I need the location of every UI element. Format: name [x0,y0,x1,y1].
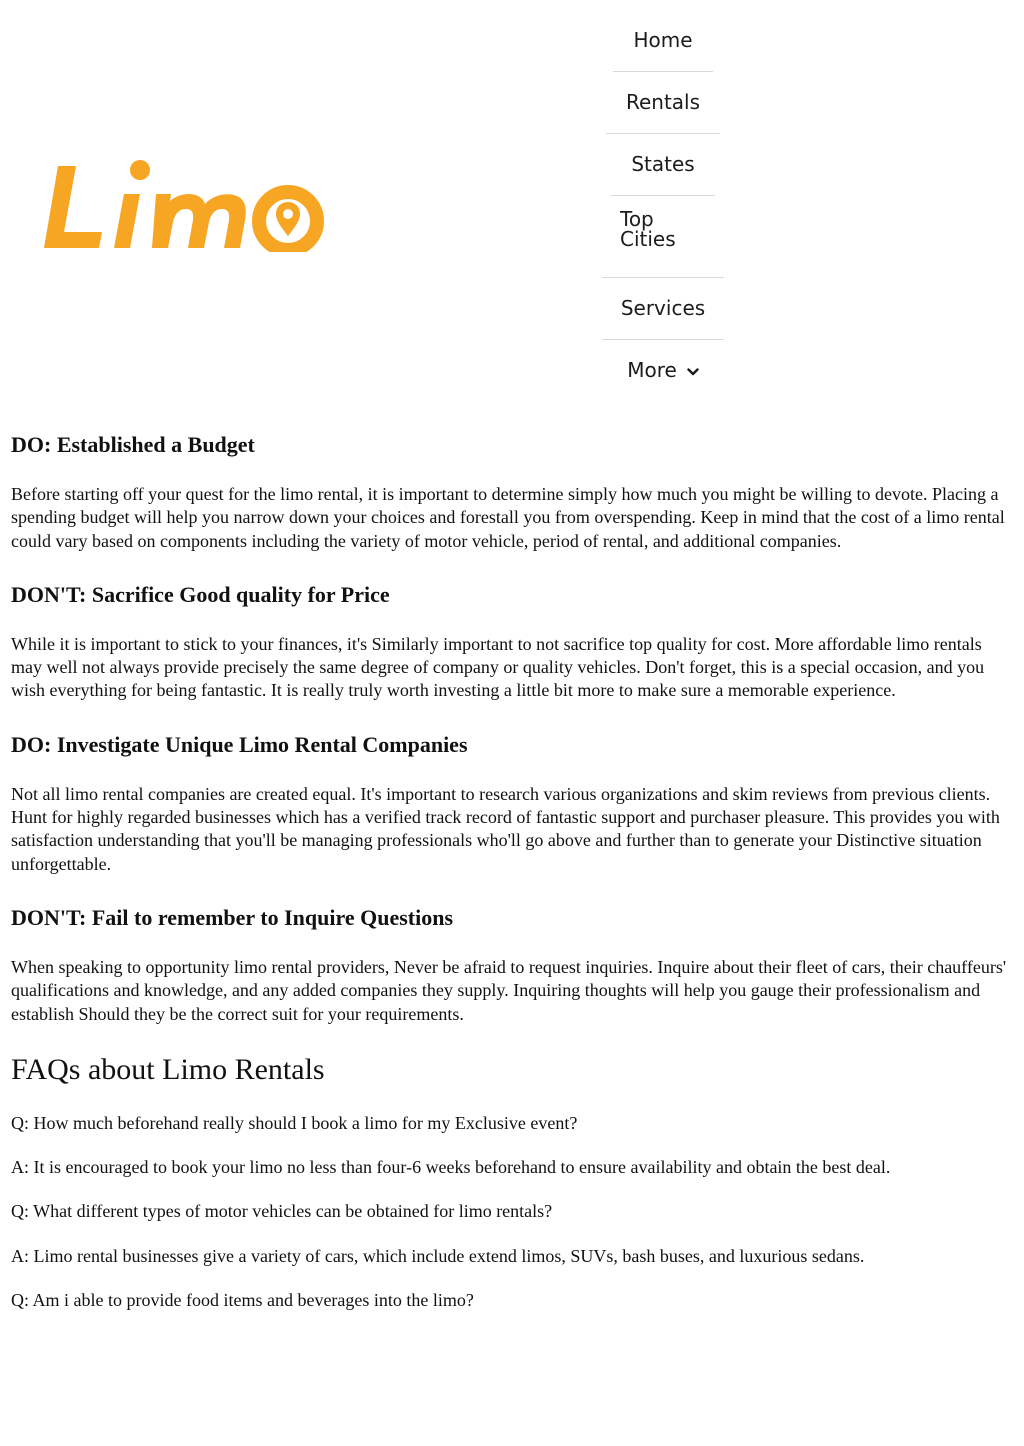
section-heading: DON'T: Fail to remember to Inquire Questions [11,904,454,930]
nav-item-services[interactable] [598,278,728,339]
site-header [0,0,1024,400]
faq-section [11,1050,1013,1312]
main-nav [598,10,728,401]
article-section [11,728,1013,876]
nav-label-cities: Cities [620,227,676,251]
faq-answer: A: It is encouraged to book your limo no less than four-6 weeks beforehand to ensure availability and obtain the best deal. [11,1157,891,1178]
nav-item-states[interactable] [598,134,728,195]
nav-label-services: Services [620,296,706,320]
article-section [11,901,1013,1026]
limo-logo-icon [44,158,326,252]
section-paragraph: While it is important to stick to your finances, it's Similarly important to not sacrifice top quality for cost. More affordable limo rentals may well not always provide precisely the same degree of company or quality vehicles. Don't forget, this is a special occasion, and you wish everything for being fantastic. It is really truly worth investing a little bit more to make sure a memorable experience. [11,633,985,701]
nav-item-home[interactable] [598,10,728,71]
nav-item-rentals[interactable] [598,72,728,133]
faq-title: FAQs about Limo Rentals [11,1052,325,1086]
nav-label-states: States [631,152,695,176]
section-heading: DO: Investigate Unique Limo Rental Companies [11,731,468,757]
article-section [11,428,1013,553]
faq-answer: A: Limo rental businesses give a variety of cars, which include extend limos, SUVs, bash buses, and luxurious sedans. [11,1245,865,1266]
chevron-down-icon [687,340,699,401]
nav-label-more: More [627,358,677,382]
article-content [11,428,1013,1312]
nav-item-more[interactable] [598,340,728,401]
article-section [11,578,1013,703]
nav-label-top: Top [620,207,654,231]
nav-label-home: Home [633,28,693,52]
faq-question: Q: How much beforehand really should I book a limo for my Exclusive event? [11,1112,578,1133]
section-paragraph: Not all limo rental companies are created equal. It's important to research various organizations and skim reviews from previous clients. Hunt for highly regarded businesses which has a verified track record of fantastic support and purchaser pleasure. This provides you with satisfaction understanding that you'll be managing professionals who'll go above and further than to generate your Distinctive situation unforgettable. [11,783,1000,874]
section-heading: DO: Established a Budget [11,432,255,457]
section-heading: DON'T: Sacrifice Good quality for Price [11,581,390,607]
nav-label-rentals: Rentals [625,90,701,114]
faq-question: Q: What different types of motor vehicles can be obtained for limo rentals? [11,1201,553,1222]
limo-logo[interactable] [44,158,326,252]
faq-question: Q: Am i able to provide food items and beverages into the limo? [11,1290,474,1311]
nav-item-top-cities[interactable] [598,196,728,277]
section-paragraph: Before starting off your quest for the limo rental, it is important to determine simply how much you might be willing to devote. Placing a spending budget will help you narrow down your choices and forestall you from overspending. Keep in mind that the cost of a limo rental could vary based on components including the variety of motor vehicle, period of rental, and additional companies. [11,484,1005,551]
section-paragraph: When speaking to opportunity limo rental providers, Never be afraid to request inquiries. Inquire about their fleet of cars, their chauffeurs' qualifications and knowledge, and any added companies they supply. Inquiring thoughts will help you gauge their professionalism and establish Should they be the correct suit for your requirements. [11,956,1007,1024]
